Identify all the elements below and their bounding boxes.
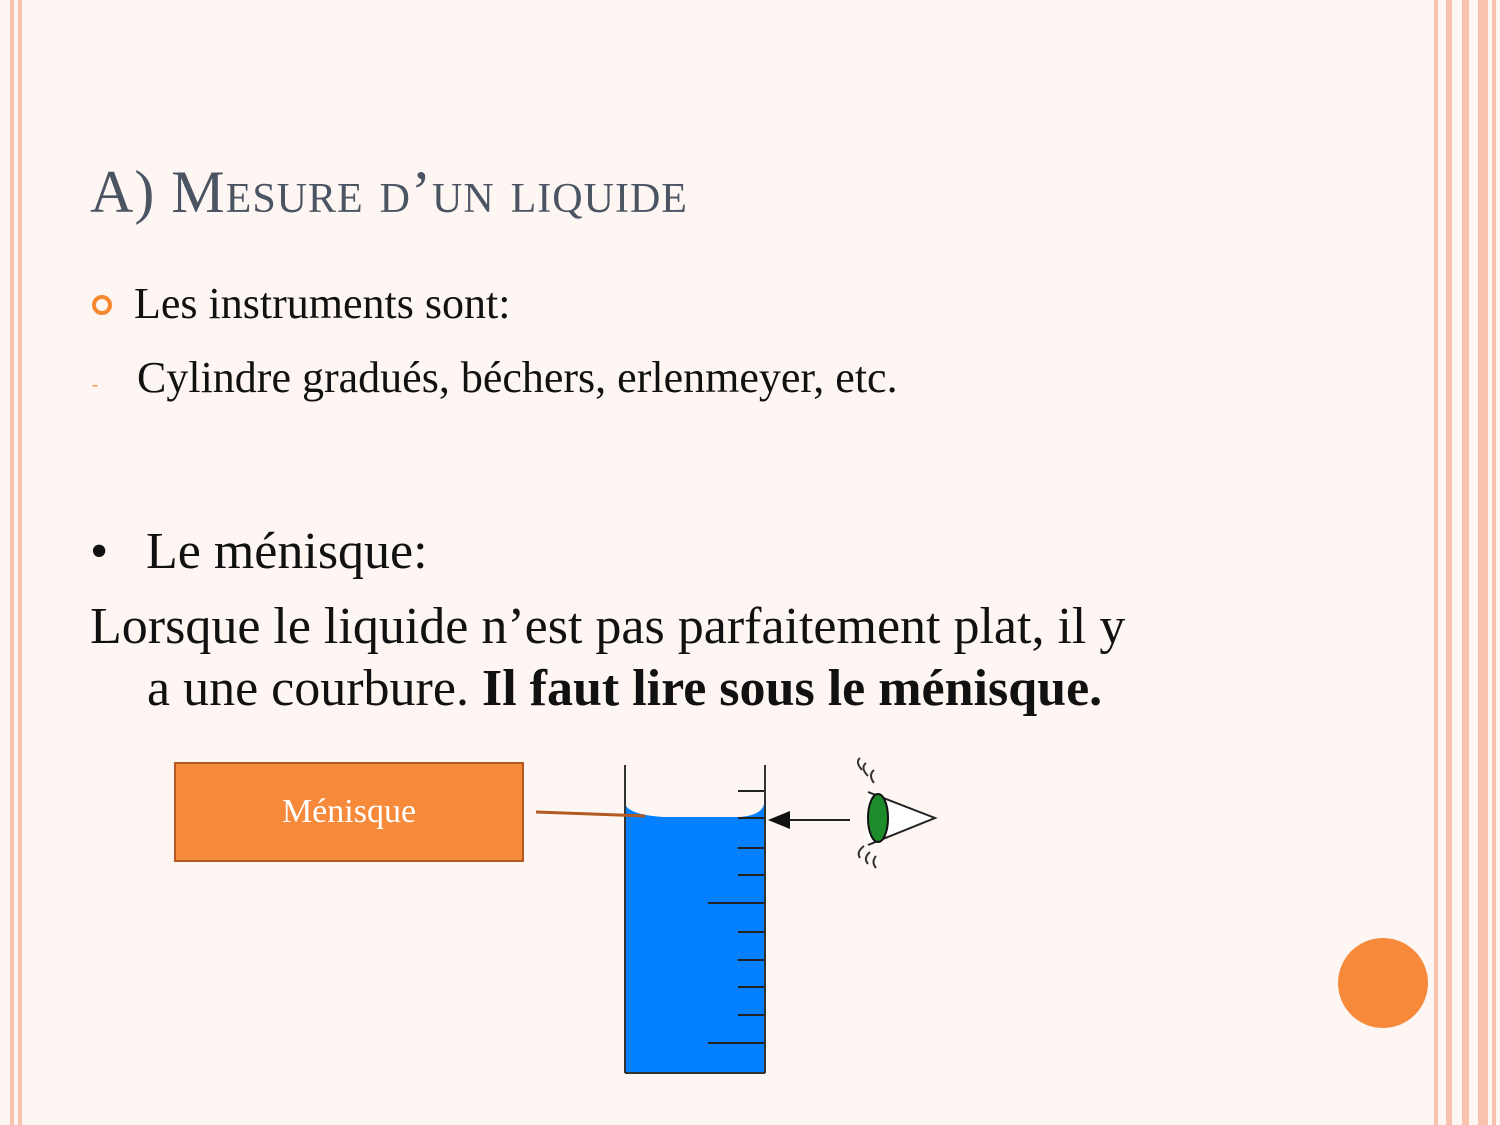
decorative-circle xyxy=(1338,938,1428,1028)
bullet-instruments-text: Les instruments sont: xyxy=(134,279,511,328)
arrow-head-icon xyxy=(768,811,790,829)
bullet-instrument-list-text: Cylindre gradués, béchers, erlenmeyer, etc. xyxy=(137,353,898,402)
dot-bullet-icon: • xyxy=(90,523,109,580)
liquid xyxy=(626,804,764,1072)
bullet-menisque-text: Le ménisque: xyxy=(146,523,428,580)
dash-bullet-icon: - xyxy=(92,374,98,394)
menisque-callout-label: Ménisque xyxy=(281,793,417,830)
explanation-line-1: Lorsque le liquide n’est pas parfaitement plat, il y xyxy=(90,598,1126,655)
explanation-normal-text: a une courbure. xyxy=(147,660,482,717)
eye-icon xyxy=(858,758,935,868)
explanation-bold-text: Il faut lire sous le ménisque. xyxy=(481,660,1103,717)
slide-title: A) Mesure d’un liquide xyxy=(90,159,688,225)
